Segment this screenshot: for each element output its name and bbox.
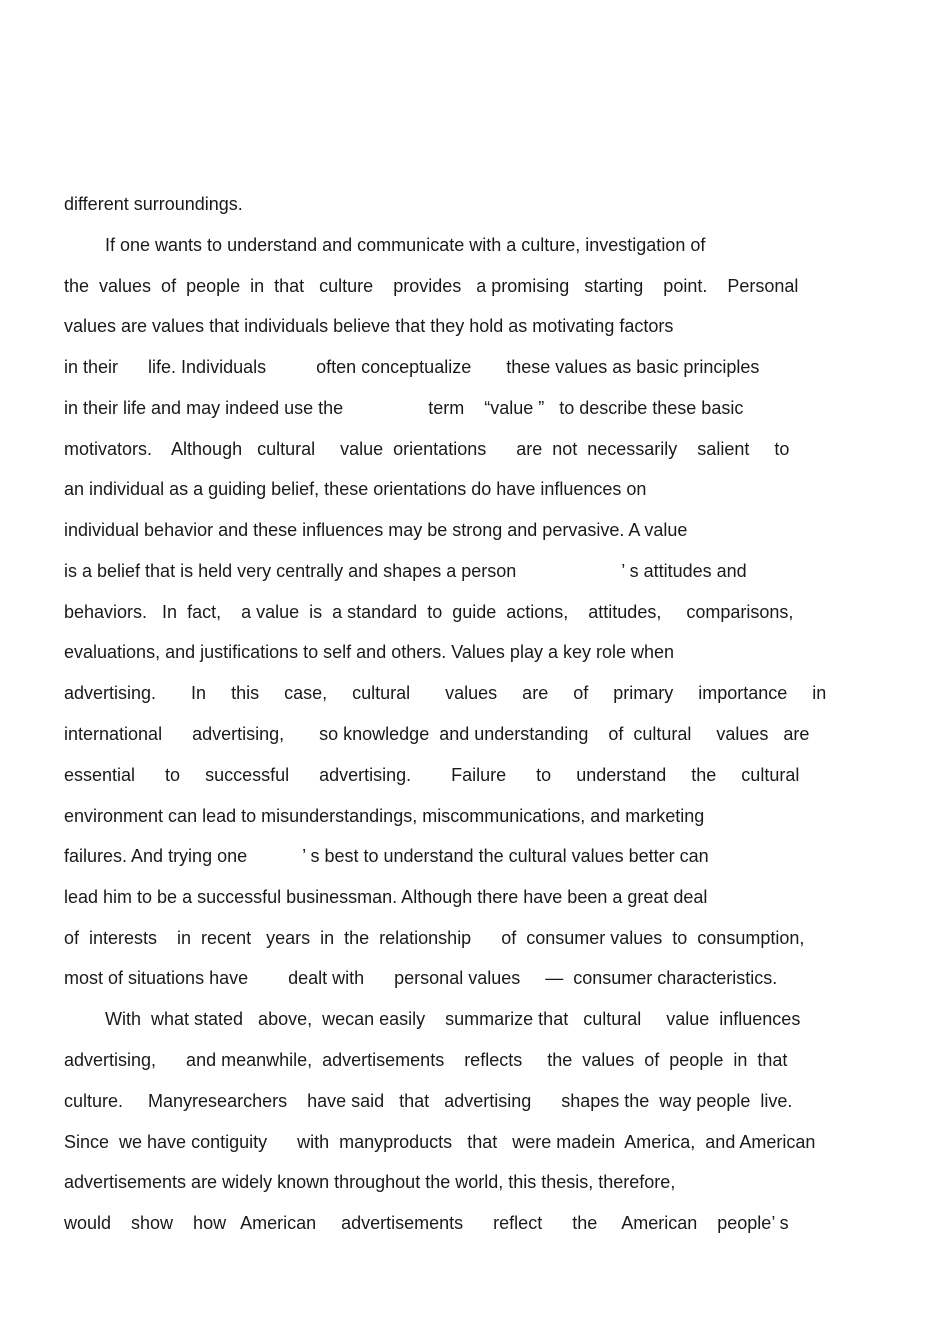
text-line: culture. Manyresearchers have said that advertising shapes the way people live. xyxy=(64,1091,793,1111)
paragraph-start-line: If one wants to understand and communicate with a culture, investigation of xyxy=(105,235,706,255)
text-line: Since we have contiguity with manyproducts that were madein America, and American xyxy=(64,1132,816,1152)
text-line: individual behavior and these influences may be strong and pervasive. A value xyxy=(64,520,688,540)
text-line: an individual as a guiding belief, these orientations do have influences on xyxy=(64,479,647,499)
text-line: in their life and may indeed use the term “value ” to describe these basic xyxy=(64,398,744,418)
text-line: in their life. Individuals often conceptualize these values as basic principles xyxy=(64,357,760,377)
text-line: advertising, and meanwhile, advertisements reflects the values of people in that xyxy=(64,1050,788,1070)
text-line: the values of people in that culture provides a promising starting point. Personal xyxy=(64,276,799,296)
text-line: failures. And trying one ’ s best to understand the cultural values better can xyxy=(64,846,709,866)
text-line: values are values that individuals believe that they hold as motivating factors xyxy=(64,316,674,336)
text-line: is a belief that is held very centrally and shapes a person ’ s attitudes and xyxy=(64,561,747,581)
text-line: behaviors. In fact, a value is a standard to guide actions, attitudes, comparisons, xyxy=(64,602,794,622)
text-line: different surroundings. xyxy=(64,194,243,214)
text-line: of interests in recent years in the relationship of consumer values to consumption, xyxy=(64,928,805,948)
text-line: most of situations have dealt with personal values — consumer characteristics. xyxy=(64,968,778,988)
text-line: motivators. Although cultural value orientations are not necessarily salient to xyxy=(64,439,790,459)
text-line: advertising. In this case, cultural values are of primary importance in xyxy=(64,683,827,703)
text-line: essential to successful advertising. Failure to understand the cultural xyxy=(64,765,800,785)
text-line: lead him to be a successful businessman. Although there have been a great deal xyxy=(64,887,708,907)
text-line: environment can lead to misunderstandings, miscommunications, and marketing xyxy=(64,806,705,826)
text-line: evaluations, and justifications to self and others. Values play a key role when xyxy=(64,642,675,662)
paragraph-start-line: With what stated above, wecan easily summarize that cultural value influences xyxy=(105,1009,801,1029)
text-line: international advertising, so knowledge and understanding of cultural values are xyxy=(64,724,810,744)
text-line: would show how American advertisements reflect the American people’ s xyxy=(64,1213,789,1233)
text-line: advertisements are widely known throughout the world, this thesis, therefore, xyxy=(64,1172,676,1192)
